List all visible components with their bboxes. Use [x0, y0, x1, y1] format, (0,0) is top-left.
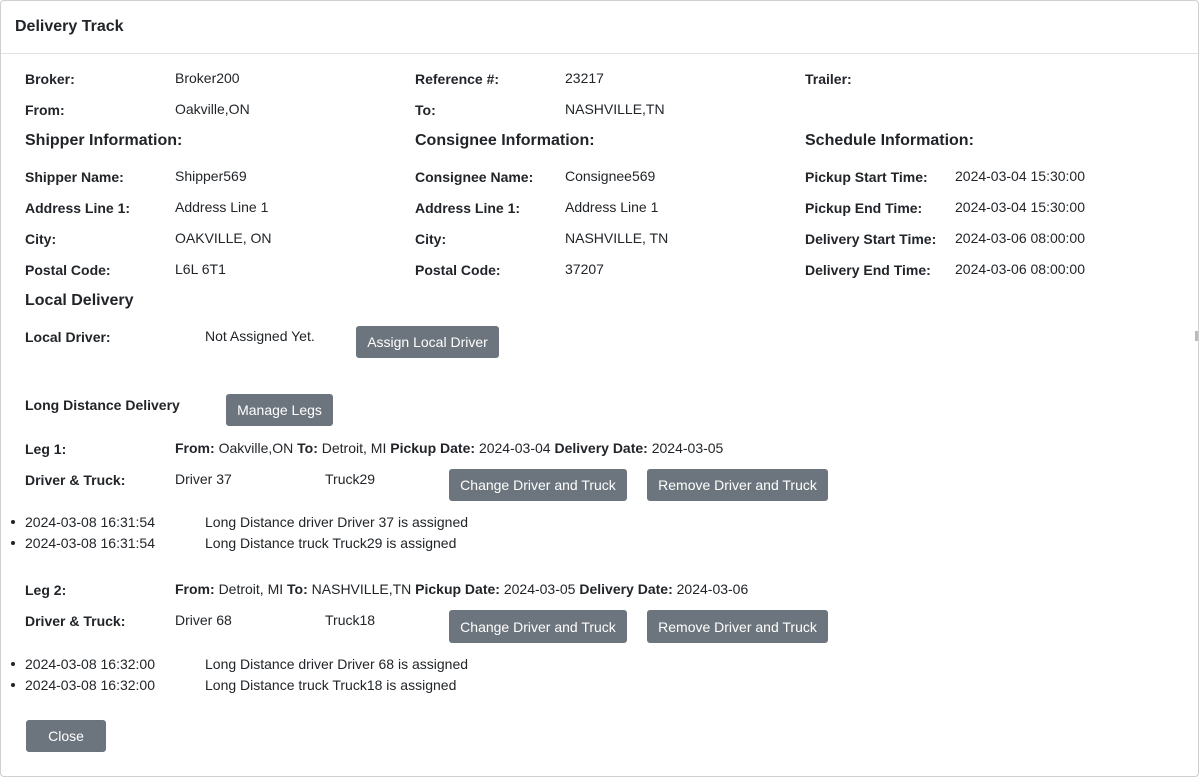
delivery-start-value: 2024-03-06 08:00:00 — [955, 230, 1085, 246]
modal-header — [1, 1, 1198, 54]
assign-local-driver-button[interactable]: Assign Local Driver — [356, 326, 499, 358]
trailer-label: Trailer: — [805, 71, 852, 87]
leg-1-remove-driver-truck-button[interactable]: Remove Driver and Truck — [647, 469, 828, 501]
pickup-start-value: 2024-03-04 15:30:00 — [955, 168, 1085, 184]
shipper-postal-label: Postal Code: — [25, 262, 111, 278]
consignee-postal-value: 37207 — [565, 261, 604, 277]
consignee-postal-label: Postal Code: — [415, 262, 501, 278]
scrollbar-edge[interactable] — [1195, 331, 1198, 341]
leg-2-pickup: 2024-03-05 — [503, 581, 576, 597]
leg-2-delivery: 2024-03-06 — [676, 581, 749, 597]
pickup-end-value: 2024-03-04 15:30:00 — [955, 199, 1085, 215]
leg-2-from-label: From: — [175, 581, 215, 597]
leg-2-log-1-time: 2024-03-08 16:32:00 — [25, 656, 155, 672]
list-bullet — [11, 520, 15, 524]
list-bullet — [11, 662, 15, 666]
local-delivery-heading: Local Delivery — [25, 292, 134, 309]
list-bullet — [11, 683, 15, 687]
shipper-heading: Shipper Information: — [25, 132, 183, 149]
consignee-city-value: NASHVILLE, TN — [565, 230, 669, 246]
consignee-address-label: Address Line 1: — [415, 200, 521, 216]
leg-2-from: Detroit, MI — [218, 581, 284, 597]
schedule-heading: Schedule Information: — [805, 132, 974, 149]
delivery-start-label: Delivery Start Time: — [805, 231, 937, 247]
leg-1-driver: Driver 37 — [175, 471, 232, 487]
consignee-heading: Consignee Information: — [415, 132, 595, 149]
to-value: NASHVILLE,TN — [565, 101, 665, 117]
leg-1-delivery-label: Delivery Date: — [554, 440, 648, 456]
leg-1-to-label: To: — [297, 440, 318, 456]
consignee-address-value: Address Line 1 — [565, 199, 659, 215]
reference-label: Reference #: — [415, 71, 500, 87]
to-label: To: — [415, 102, 436, 118]
leg-1-route — [175, 440, 723, 456]
leg-2-remove-driver-truck-button[interactable]: Remove Driver and Truck — [647, 610, 828, 643]
pickup-end-label: Pickup End Time: — [805, 200, 923, 216]
from-value: Oakville,ON — [175, 101, 250, 117]
local-driver-value: Not Assigned Yet. — [205, 328, 315, 344]
consignee-name-label: Consignee Name: — [415, 169, 534, 185]
broker-value: Broker200 — [175, 70, 240, 86]
local-driver-label: Local Driver: — [25, 329, 111, 345]
leg-2-driver: Driver 68 — [175, 612, 232, 628]
list-bullet — [11, 541, 15, 545]
shipper-name-label: Shipper Name: — [25, 169, 124, 185]
leg-2-log-2-time: 2024-03-08 16:32:00 — [25, 677, 155, 693]
leg-2-to-label: To: — [287, 581, 308, 597]
leg-2-label: Leg 2: — [25, 582, 67, 598]
leg-1-delivery: 2024-03-05 — [651, 440, 724, 456]
leg-1-pickup-label: Pickup Date: — [390, 440, 476, 456]
leg-2-to: NASHVILLE,TN — [311, 581, 412, 597]
leg-1-to: Detroit, MI — [321, 440, 387, 456]
leg-1-driver-truck-label: Driver & Truck: — [25, 472, 126, 488]
leg-2-change-driver-truck-button[interactable]: Change Driver and Truck — [449, 610, 627, 643]
leg-1-log-1-message: Long Distance driver Driver 37 is assigned — [205, 514, 469, 530]
consignee-city-label: City: — [415, 231, 447, 247]
leg-2-driver-truck-label: Driver & Truck: — [25, 613, 126, 629]
leg-2-truck: Truck18 — [325, 612, 376, 628]
long-distance-heading: Long Distance Delivery — [25, 397, 180, 413]
pickup-start-label: Pickup Start Time: — [805, 169, 928, 185]
shipper-address-label: Address Line 1: — [25, 200, 131, 216]
delivery-end-label: Delivery End Time: — [805, 262, 931, 278]
close-button[interactable]: Close — [26, 720, 106, 752]
reference-value: 23217 — [565, 70, 604, 86]
leg-1-log-2-time: 2024-03-08 16:31:54 — [25, 535, 155, 551]
leg-1-change-driver-truck-button[interactable]: Change Driver and Truck — [449, 469, 627, 501]
leg-1-truck: Truck29 — [325, 471, 376, 487]
leg-1-pickup: 2024-03-04 — [478, 440, 551, 456]
shipper-city-label: City: — [25, 231, 57, 247]
broker-label: Broker: — [25, 71, 75, 87]
shipper-name-value: Shipper569 — [175, 168, 247, 184]
leg-2-pickup-label: Pickup Date: — [415, 581, 500, 597]
manage-legs-button[interactable]: Manage Legs — [226, 394, 333, 426]
leg-1-log-1-time: 2024-03-08 16:31:54 — [25, 514, 155, 530]
from-label: From: — [25, 102, 65, 118]
leg-2-route — [175, 581, 748, 597]
leg-1-from: Oakville,ON — [218, 440, 294, 456]
shipper-address-value: Address Line 1 — [175, 199, 269, 215]
leg-2-delivery-label: Delivery Date: — [579, 581, 673, 597]
leg-2-log-2-message: Long Distance truck Truck18 is assigned — [205, 677, 457, 693]
leg-2-log-1-message: Long Distance driver Driver 68 is assigned — [205, 656, 469, 672]
leg-1-from-label: From: — [175, 440, 215, 456]
modal-title: Delivery Track — [15, 18, 124, 35]
consignee-name-value: Consignee569 — [565, 168, 656, 184]
shipper-city-value: OAKVILLE, ON — [175, 230, 272, 246]
leg-1-label: Leg 1: — [25, 441, 67, 457]
shipper-postal-value: L6L 6T1 — [175, 261, 226, 277]
leg-1-log-2-message: Long Distance truck Truck29 is assigned — [205, 535, 457, 551]
delivery-end-value: 2024-03-06 08:00:00 — [955, 261, 1085, 277]
